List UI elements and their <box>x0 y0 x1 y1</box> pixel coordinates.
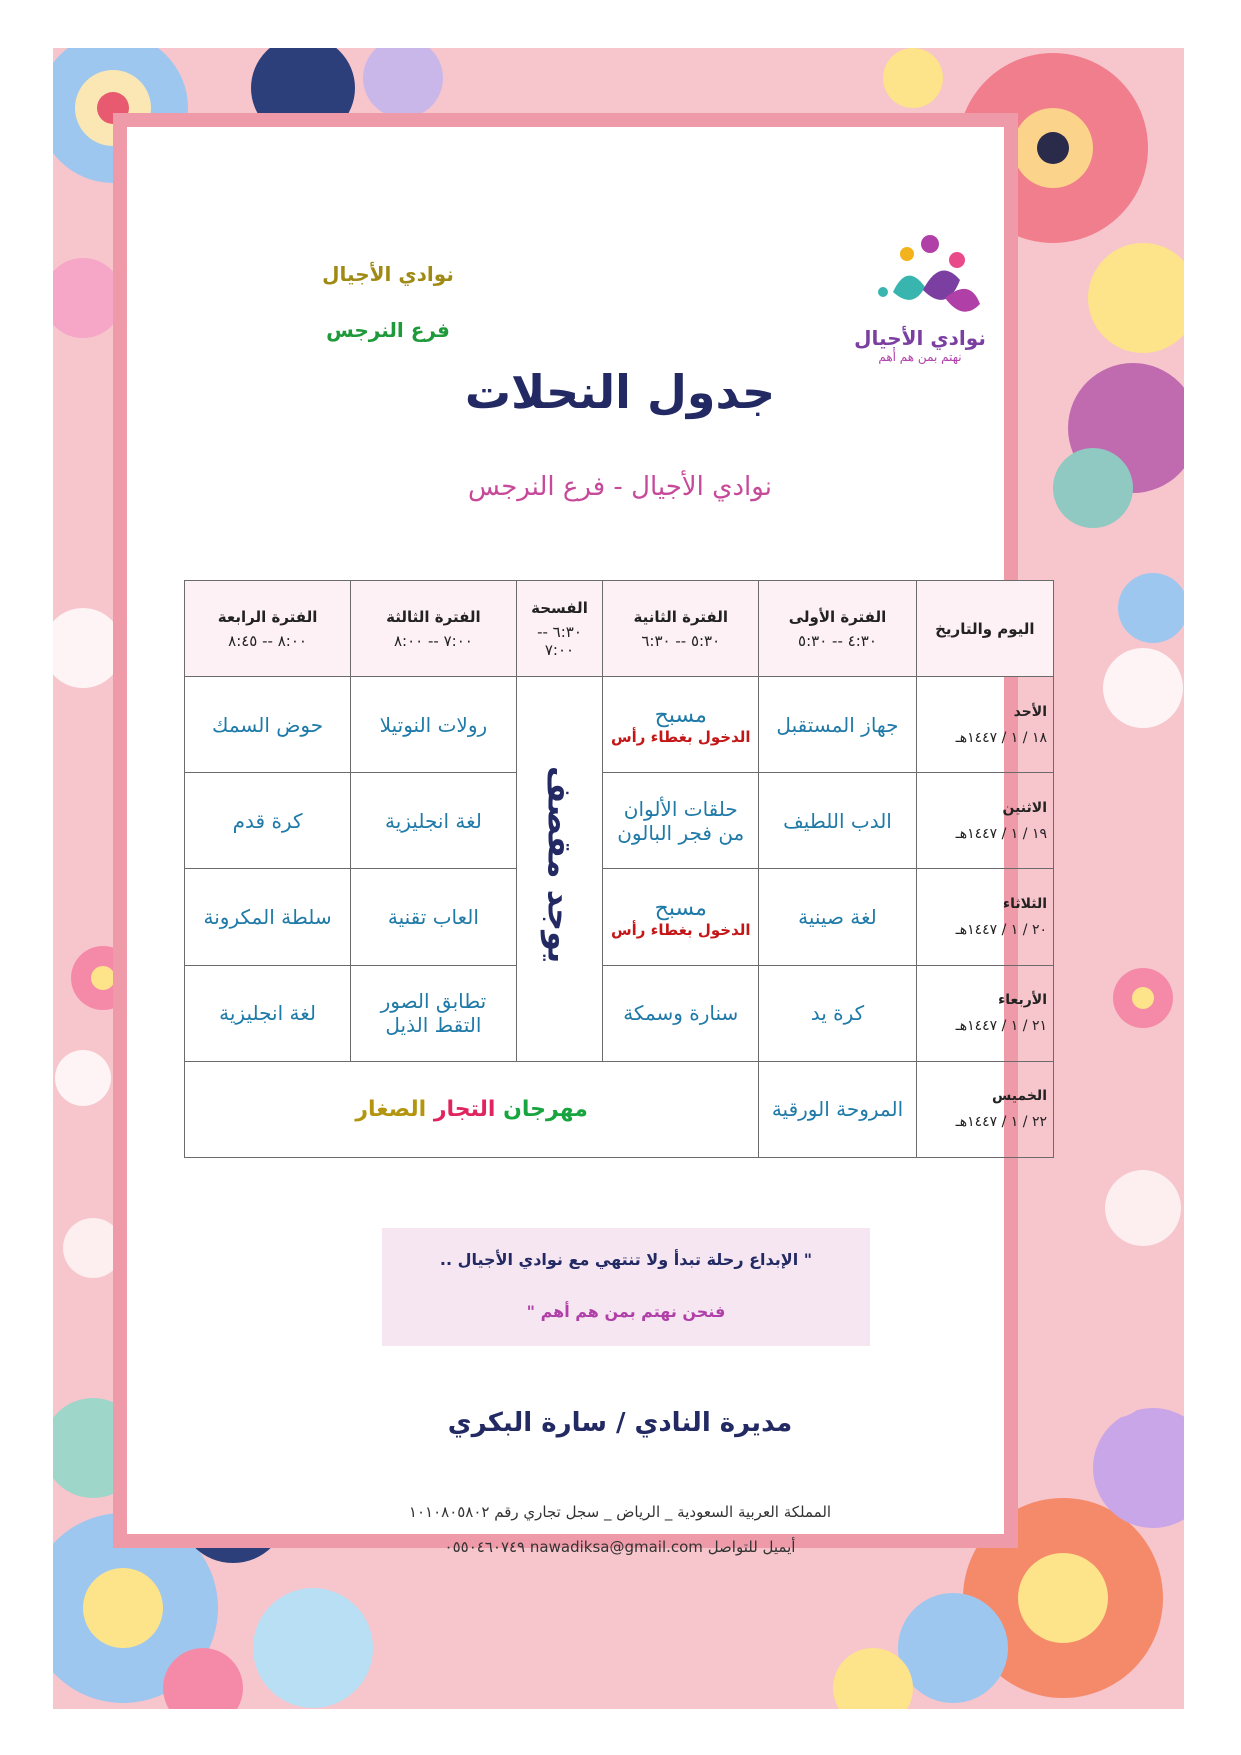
activity-cell: جهاز المستقبل <box>759 677 916 773</box>
activity-cell: لغة انجليزية <box>351 773 517 869</box>
activity-cell: الدب اللطيف <box>759 773 916 869</box>
day-cell: الأحد ١٨ / ١ / ١٤٤٧هـ <box>916 677 1053 773</box>
activity-cell: كرة يد <box>759 965 916 1061</box>
header-period-1: الفترة الأولى ٤:٣٠ -- ٥:٣٠ <box>759 581 916 677</box>
logo-figures-icon <box>835 232 1005 322</box>
club-name: نوادي الأجيال <box>322 262 454 286</box>
table-header-row <box>185 581 1054 677</box>
festival-word-3: الصغار <box>355 1096 427 1122</box>
manager-signature: مديرة النادي / سارة البكري <box>447 1408 793 1438</box>
activity-cell: سنارة وسمكة <box>603 965 759 1061</box>
activity-cell: لغة صينية <box>759 869 916 965</box>
day-cell: الأربعاء ٢١ / ١ / ١٤٤٧هـ <box>916 965 1053 1061</box>
pool-cell: مسبح الدخول بغطاء رأس <box>603 677 759 773</box>
logo-tagline: نهتم بمن هم أهم <box>878 350 962 364</box>
activity-cell: حلقات الألوان من فجر البالون <box>603 773 759 869</box>
quote-box <box>382 1228 870 1346</box>
activity-cell: رولات النوتيلا <box>351 677 517 773</box>
header-period-2: الفترة الثانية ٥:٣٠ -- ٦:٣٠ <box>603 581 759 677</box>
activity-cell: المروحة الورقية <box>759 1061 916 1157</box>
club-logo <box>835 232 1005 382</box>
table-row <box>185 773 1054 869</box>
festival-word-2: التجار <box>433 1096 496 1122</box>
activity-cell: تطابق الصور التقط الذيل <box>351 965 517 1061</box>
day-cell: الخميس ٢٢ / ١ / ١٤٤٧هـ <box>916 1061 1053 1157</box>
header-period-3: الفترة الثالثة ٧:٠٠ -- ٨:٠٠ <box>351 581 517 677</box>
header-period-4: الفترة الرابعة ٨:٠٠ -- ٨:٤٥ <box>185 581 351 677</box>
page-title: جدول النحلات <box>464 365 776 419</box>
table-row <box>185 869 1054 965</box>
table-row <box>185 1061 1054 1157</box>
pool-cell: مسبح الدخول بغطاء رأس <box>603 869 759 965</box>
header-day: اليوم والتاريخ <box>916 581 1053 677</box>
footer-address: المملكة العربية السعودية _ الرياض _ سجل تجاري رقم ١٠١٠٨٠٥٨٠٢ <box>408 1503 832 1521</box>
table-row <box>185 677 1054 773</box>
canteen-text: يوجد مقصف <box>540 766 579 964</box>
day-cell: الثلاثاء ٢٠ / ١ / ١٤٤٧هـ <box>916 869 1053 965</box>
activity-cell: العاب تقنية <box>351 869 517 965</box>
quote-line-1: " الإبداع رحلة تبدأ ولا تنتهي مع نوادي الأجيال .. <box>439 1250 813 1269</box>
page-subtitle: نوادي الأجيال - فرع النرجس <box>468 472 772 502</box>
activity-cell: حوض السمك <box>185 677 351 773</box>
header-break: الفسحة ٦:٣٠ -- ٧:٠٠ <box>516 581 603 677</box>
festival-word-1: مهرجان <box>503 1096 588 1122</box>
activity-cell: لغة انجليزية <box>185 965 351 1061</box>
logo-text: نوادي الأجيال <box>854 326 986 350</box>
activity-cell: كرة قدم <box>185 773 351 869</box>
activity-cell: سلطة المكرونة <box>185 869 351 965</box>
day-cell: الاثنين ١٩ / ١ / ١٤٤٧هـ <box>916 773 1053 869</box>
quote-line-2: فنحن نهتم بمن هم أهم " <box>526 1302 726 1321</box>
footer-contact: أيميل للتواصل nawadiksa@gmail.com ٠٥٥٠٤٦٠٧٤٩ <box>444 1538 796 1556</box>
branch-name: فرع النرجس <box>326 318 450 342</box>
festival-cell <box>185 1061 759 1157</box>
break-cell <box>516 677 603 1062</box>
schedule-table <box>184 580 1054 1158</box>
table-row <box>185 965 1054 1061</box>
